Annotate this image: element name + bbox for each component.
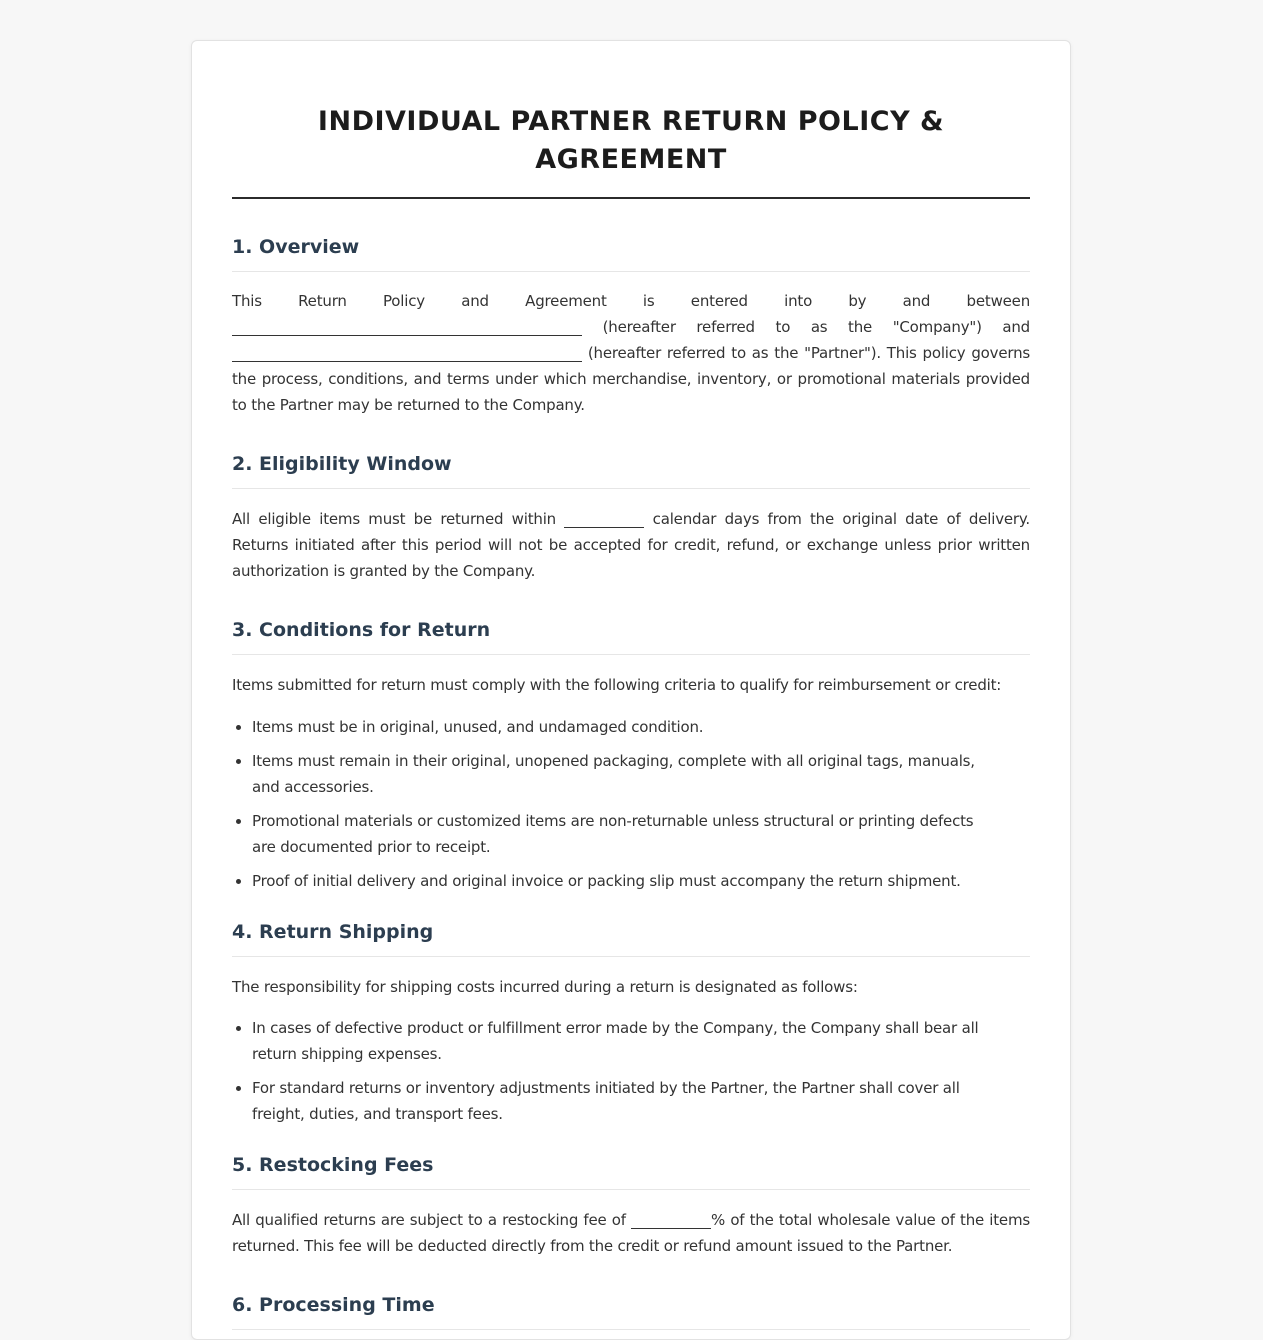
section-restocking	[232, 1152, 1030, 1259]
eligibility-paragraph	[232, 506, 1030, 584]
title-divider	[232, 197, 1030, 199]
document-title: INDIVIDUAL PARTNER RETURN POLICY & AGREEMENT	[317, 106, 945, 175]
section-heading: 4. Return Shipping	[232, 919, 1030, 957]
section-heading: 1. Overview	[232, 234, 1030, 272]
list-item: • In cases of defective product or fulfillment error made by the Company, the Company shall bear all return shipping expenses.	[252, 1015, 1030, 1067]
company-name-blank[interactable]	[232, 317, 582, 336]
list-item: • Items must remain in their original, unopened packaging, complete with all original tags, manuals, and accessories.	[252, 748, 1030, 800]
list-item: • Proof of initial delivery and original invoice or packing slip must accompany the return shipment.	[252, 868, 1030, 894]
section-processing-time	[232, 1292, 1030, 1330]
overview-text-b: (hereafter referred to as the "Company") and	[602, 318, 1030, 336]
restocking-paragraph	[232, 1207, 1030, 1259]
list-item: • For standard returns or inventory adjustments initiated by the Partner, the Partner shall cover all freight, duties, and transport fees.	[252, 1075, 1030, 1127]
eligibility-text-a: All eligible items must be returned within	[232, 510, 556, 528]
restocking-text-a: All qualified returns are subject to a restocking fee of	[232, 1211, 626, 1229]
days-blank[interactable]	[564, 509, 644, 528]
shipping-intro: The responsibility for shipping costs incurred during a return is designated as follows:	[232, 978, 858, 996]
document-page	[191, 40, 1071, 1340]
section-eligibility	[232, 451, 1030, 584]
overview-text-c: (hereafter referred to as the "Partner"). This policy governs the process, conditions, and terms under which merchandise, inventory, or promotional materials provided to the Partner may be returned to the Company.	[232, 344, 1030, 414]
eligibility-text-b: calendar days from the original date of delivery. Returns initiated after this period will not be accepted for credit, refund, or exchange unless prior written authorization is granted by the Company.	[232, 510, 1030, 580]
section-heading: 5. Restocking Fees	[232, 1152, 1030, 1190]
section-overview	[232, 234, 1030, 418]
restocking-percent-blank[interactable]	[631, 1210, 711, 1229]
partner-name-blank[interactable]	[232, 343, 582, 362]
overview-paragraph	[232, 288, 1030, 418]
list-item: • Promotional materials or customized items are non-returnable unless structural or printing defects are documented prior to receipt.	[252, 808, 1030, 860]
section-return-shipping	[232, 919, 1030, 1127]
conditions-intro: Items submitted for return must comply with the following criteria to qualify for reimbursement or credit:	[232, 676, 1002, 694]
restocking-text-b: % of the total wholesale value of the items returned. This fee will be deducted directly from the credit or refund amount issued to the Partner.	[232, 1211, 1030, 1255]
section-heading: 2. Eligibility Window	[232, 451, 1030, 489]
section-heading: 6. Processing Time	[232, 1292, 1030, 1330]
shipping-list	[232, 1015, 1030, 1127]
list-item: • Items must be in original, unused, and undamaged condition.	[252, 714, 1030, 740]
conditions-list	[232, 714, 1030, 894]
overview-text-a: This Return Policy and Agreement is entered into by and between	[232, 292, 1030, 310]
section-conditions	[232, 617, 1030, 894]
section-heading: 3. Conditions for Return	[232, 617, 1030, 655]
